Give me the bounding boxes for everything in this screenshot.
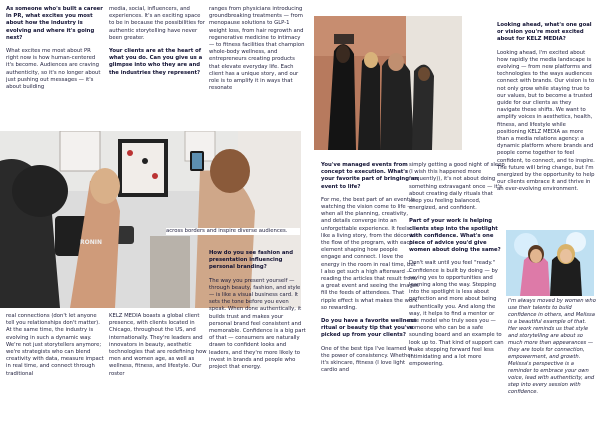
answer-confidence: Don't wait until you feel "ready." Confidence is built by doing — by saying yes to opportunities and learning along the way. Stepping into the spotlight is less about perfection and more about being authentically you. And along the way, it helps to find a mentor or role model who truly sees you — someone who can be a safe sounding board and an example to look up to. That kind of support can make stepping forward feel less intimidating and a lot more empowering. (409, 260, 504, 368)
answer-events: For me, the best part of an event is watching the vision come to life — when all the planning, creativity, and details converge into an unforgettable experience. It feels like a living story, from the décor to the flow of the program, with each element shaping how people engage and connect. I love the energy in the room in real time, but I also get such a high afterward — reading the articles that result from a great event and seeing the images fill the feeds of attendees. That ripple effect is what makes the work so rewarding. (321, 196, 419, 311)
column-5 (409, 162, 505, 374)
question-confidence: Part of your work is helping clients step into the spotlight with confidence. What's one piece of advice you'd give women about doing the same? (409, 218, 501, 254)
column-2-bottom (109, 313, 207, 384)
answer-career-pr: What excites me most about PR right now is how human-centered it's become. Audiences are craving authenticity, so it's no longer about just pushing out messages — it's about building (6, 48, 101, 91)
text-media-social: media, social, influencers, and experiences. It's an exciting space to be in because the possibilities for authentic storytelling have never been greater. (109, 6, 205, 41)
column-2-top (109, 6, 207, 83)
photo-two-women (506, 230, 594, 296)
question-clients: Your clients are at the heart of what you do. Can you give us a glimpse into who they are and the industries they represent? (109, 48, 203, 76)
camera-brand-label: RONIN (80, 239, 102, 246)
text-good-sleep: simply getting a good night of sleep (I wish this happened more frequently)), it's not about doing something extravagant once — it's about creating daily rituals that keep you feeling balanced, energized, and confident. (409, 162, 505, 212)
photo-event-guests (314, 16, 462, 150)
column-3-lower (209, 250, 307, 377)
answer-fashion: The way you present yourself — through beauty, fashion, and style — is like a visual business card. It sets the tone before you even speak. When done authentically, it builds trust and makes your personal brand feel consistent and memorable. Confidence is a big part of that — consumers are naturally drawn to confident looks and leaders, and they're more likely to invest in brands and people who project that energy. (209, 277, 306, 371)
question-wellness: Do you have a favorite wellness ritual or beauty tip that you've picked up from your clients? (321, 318, 417, 339)
question-fashion: How do you see fashion and presentation influencing personal branding? (209, 250, 293, 271)
text-across-borders: across borders and inspire diverse audiences. (166, 228, 300, 235)
text-client-roster: ranges from physicians introducing groundbreaking treatments — from menopause solutions to GLP-1 weight loss, from hair regrowth and regenerative medicine to intimacy — to fitness facilities that champion whole-body wellness, and entrepreneurs creating products that elevate everyday life. Each client has a unique story, and our role is to amplify it in ways that resonate (209, 6, 305, 92)
column-1-top (6, 6, 104, 97)
column-3-top (209, 6, 307, 98)
answer-goal: Looking ahead, I'm excited about how rapidly the media landscape is evolving — from new platforms and technologies to the ways audiences connect with brands. Our vision is to not only grow while staying true to our values, but to become a trusted guide for our clients as they navigate these shifts. We want to amplify voices in aesthetics, health, fitness, and lifestyle while positioning KELZ MEDIA as more than a media relations agency: a dynamic platform where brands and people come together to feel confident, to connect, and to inspire. The future will bring change, but I'm energized by the opportunity to help our clients embrace it and thrive in an ever-evolving environment. (497, 49, 595, 193)
column-4 (321, 162, 419, 380)
column-6 (497, 22, 595, 200)
question-goal: Looking ahead, what's one goal or vision you're most excited about for KELZ MEDIA? (497, 22, 592, 43)
photo-caption: I'm always moved by women who use their talents to build confidence in others, and Melissa is a beautiful example of that. Her work reminds us that style and storytelling are about so much more than appearances — they are tools for connection, empowerment, and growth. Melissa's perspective is a reminder to embrace your own voice, lead with authenticity, and step into every session with confidence. (508, 298, 596, 395)
text-global-clients: KELZ MEDIA boasts a global client presence, with clients located in Chicago, throughout the US, and internationally. They're leaders and innovators in beauty, aesthetic technologies that are redefining how men and women age, as well as wellness, fitness, and lifestyle. Our roster (109, 313, 207, 377)
text-real-connections: real connections (don't let anyone tell you relationships don't matter). At the same time, the industry is evolving in such a dynamic way. We're not just storytellers anymore; we're strategists who can blend creativity with data, measure impact in real time, and connect through traditional (6, 313, 104, 377)
two-women-illustration (506, 230, 594, 296)
column-3-bottom (166, 228, 300, 241)
event-illustration (314, 16, 462, 150)
answer-wellness: One of the best tips I've learned is the power of consistency. Whether it's skincare, fitness (I love light cardio and (321, 345, 413, 374)
column-1-bottom (6, 313, 104, 384)
question-career-pr: As someone who's built a career in PR, what excites you most about how the industry is evolving and where it's going next? (6, 6, 103, 41)
question-events: You've managed events from concept to execution. What's your favorite part of bringing an event to life? (321, 162, 419, 190)
